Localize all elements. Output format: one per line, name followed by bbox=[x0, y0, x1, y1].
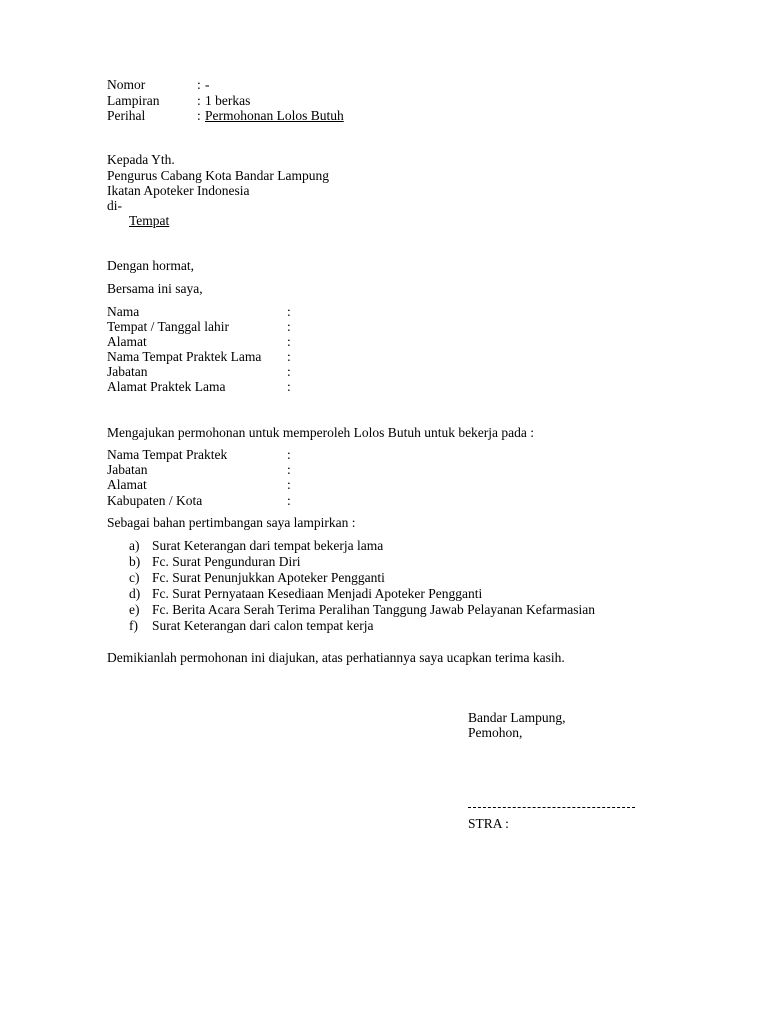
list-marker: c) bbox=[129, 570, 140, 585]
field-label: Jabatan bbox=[107, 462, 148, 477]
signature-line bbox=[468, 807, 635, 808]
field-label: Nama bbox=[107, 304, 140, 319]
list-text: Fc. Surat Pernyataan Kesediaan Menjadi Apoteker Pengganti bbox=[152, 586, 483, 601]
recipient-line-5: Tempat bbox=[129, 213, 170, 228]
field-label: Kabupaten / Kota bbox=[107, 493, 203, 508]
closing-text: Demikianlah permohonan ini diajukan, atas perhatiannya saya ucapkan terima kasih. bbox=[107, 650, 565, 665]
recipient-line-2: Pengurus Cabang Kota Bandar Lampung bbox=[107, 168, 329, 183]
list-text: Fc. Berita Acara Serah Terima Peralihan Tanggung Jawab Pelayanan Kefarmasian bbox=[152, 602, 595, 617]
list-marker: e) bbox=[129, 602, 140, 617]
nomor-value: - bbox=[205, 77, 210, 92]
list-marker: d) bbox=[129, 586, 141, 601]
perihal-label: Perihal bbox=[107, 108, 146, 123]
list-marker: a) bbox=[129, 538, 140, 553]
recipient-line-4: di- bbox=[107, 198, 122, 213]
nomor-colon: : bbox=[197, 77, 201, 92]
list-text: Surat Keterangan dari calon tempat kerja bbox=[152, 618, 374, 633]
field-colon: : bbox=[287, 364, 291, 379]
list-marker: b) bbox=[129, 554, 141, 569]
field-label: Alamat Praktek Lama bbox=[107, 379, 226, 394]
attachments-intro: Sebagai bahan pertimbangan saya lampirkan : bbox=[107, 515, 356, 530]
field-label: Alamat bbox=[107, 477, 147, 492]
field-colon: : bbox=[287, 334, 291, 349]
request-text: Mengajukan permohonan untuk memperoleh Lolos Butuh untuk bekerja pada : bbox=[107, 425, 535, 440]
applicant-field bbox=[107, 379, 307, 395]
field-label: Alamat bbox=[107, 334, 147, 349]
greeting: Dengan hormat, bbox=[107, 258, 194, 273]
stra-label: STRA : bbox=[468, 816, 509, 831]
field-label: Jabatan bbox=[107, 364, 148, 379]
list-item bbox=[129, 586, 482, 602]
field-label: Tempat / Tanggal lahir bbox=[107, 319, 229, 334]
perihal-value: Permohonan Lolos Butuh bbox=[205, 108, 344, 123]
field-colon: : bbox=[287, 319, 291, 334]
list-text: Fc. Surat Pengunduran Diri bbox=[152, 554, 301, 569]
list-item bbox=[129, 554, 300, 570]
field-label: Nama Tempat Praktek bbox=[107, 447, 228, 462]
signature-place: Bandar Lampung, bbox=[468, 710, 566, 725]
list-item bbox=[129, 570, 385, 586]
list-item bbox=[129, 602, 595, 618]
field-colon: : bbox=[287, 447, 291, 462]
list-text: Fc. Surat Penunjukkan Apoteker Pengganti bbox=[152, 570, 385, 585]
field-colon: : bbox=[287, 477, 291, 492]
lampiran-label: Lampiran bbox=[107, 93, 160, 108]
lampiran-colon: : bbox=[197, 93, 201, 108]
applicant-field bbox=[107, 319, 307, 335]
applicant-field bbox=[107, 364, 307, 380]
new-field bbox=[107, 477, 307, 493]
field-colon: : bbox=[287, 379, 291, 394]
recipient-line-3: Ikatan Apoteker Indonesia bbox=[107, 183, 250, 198]
list-text: Surat Keterangan dari tempat bekerja lama bbox=[152, 538, 384, 553]
field-colon: : bbox=[287, 304, 291, 319]
field-label: Nama Tempat Praktek Lama bbox=[107, 349, 262, 364]
signature-role: Pemohon, bbox=[468, 725, 523, 740]
recipient-line-1: Kepada Yth. bbox=[107, 152, 175, 167]
field-colon: : bbox=[287, 493, 291, 508]
applicant-field bbox=[107, 349, 307, 365]
list-item bbox=[129, 618, 374, 634]
new-field bbox=[107, 447, 307, 463]
new-field bbox=[107, 462, 307, 478]
perihal-colon: : bbox=[197, 108, 201, 123]
nomor-label: Nomor bbox=[107, 77, 146, 92]
applicant-field bbox=[107, 304, 307, 320]
lampiran-value: 1 berkas bbox=[205, 93, 251, 108]
list-marker: f) bbox=[129, 618, 138, 633]
field-colon: : bbox=[287, 462, 291, 477]
field-colon: : bbox=[287, 349, 291, 364]
applicant-field bbox=[107, 334, 307, 350]
intro-text: Bersama ini saya, bbox=[107, 281, 203, 296]
list-item bbox=[129, 538, 383, 554]
new-field bbox=[107, 493, 307, 509]
